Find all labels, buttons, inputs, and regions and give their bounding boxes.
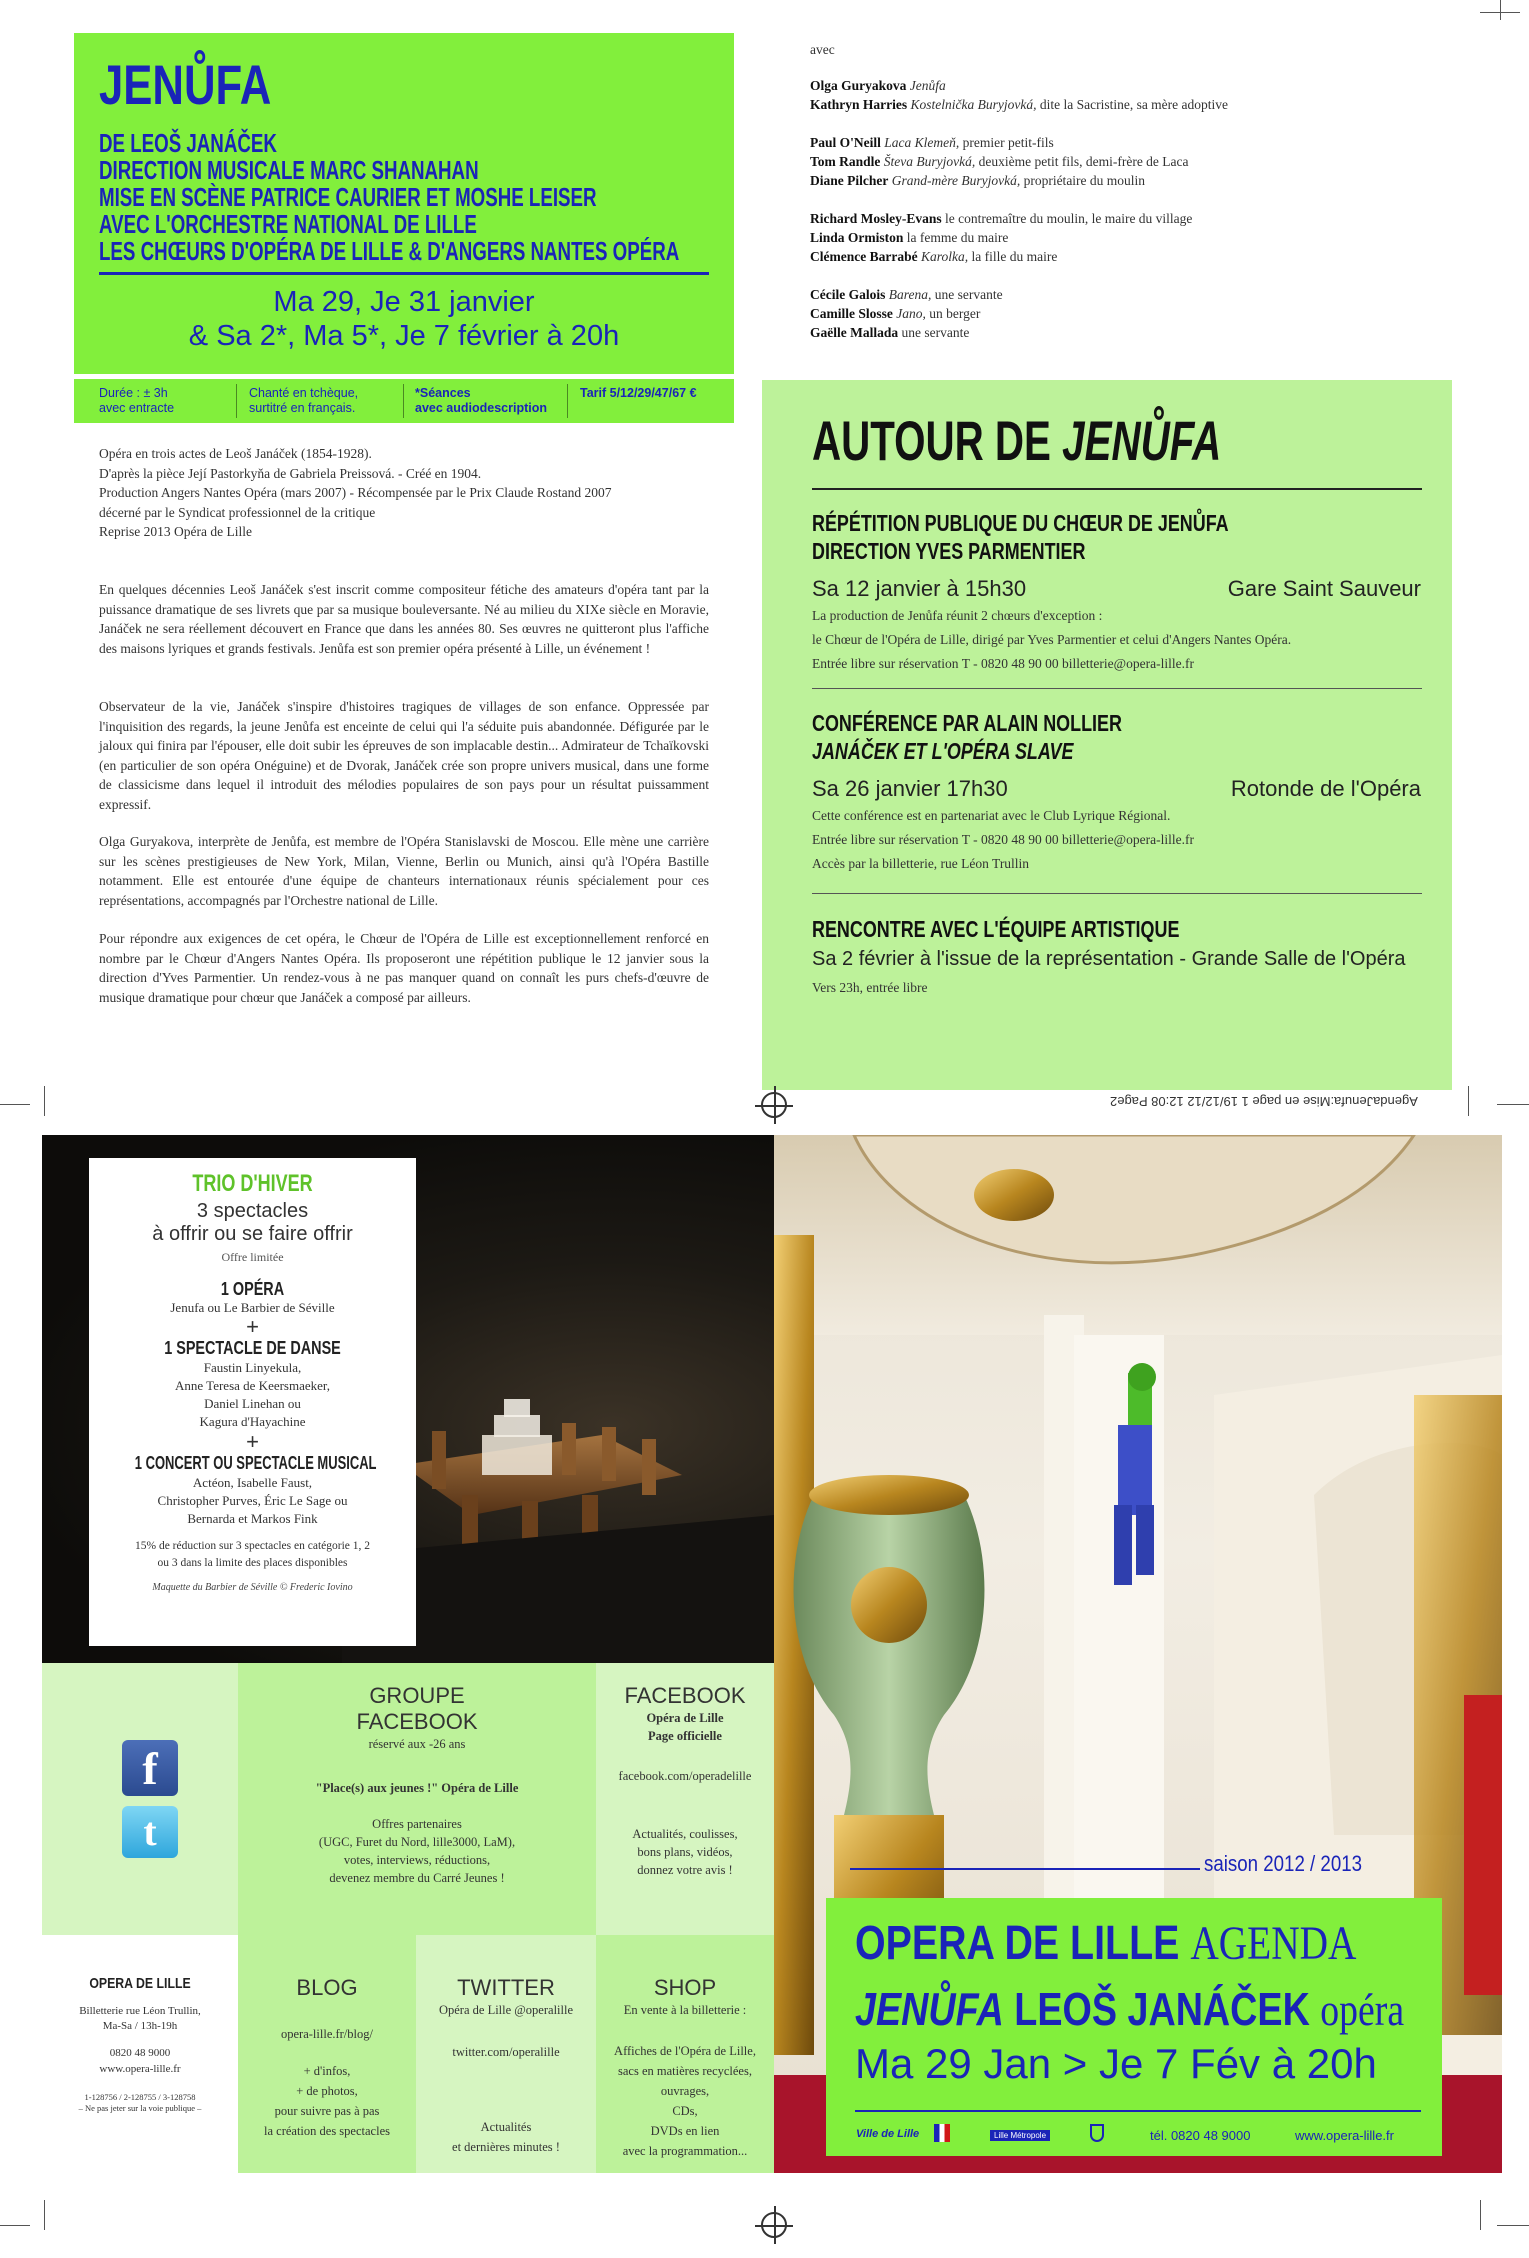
groupe-heading-2: FACEBOOK (356, 1709, 478, 1734)
cover-line2a: JENŮFA (855, 1983, 1004, 2035)
autour-title (812, 408, 1221, 473)
info-chant (249, 386, 358, 416)
paragraph: Olga Guryakova, interprète de Jenůfa, est membre de l'Opéra Stanislavski de Moscou. Elle mène une carrière sur les scènes prestigieuses de New York, Milan, Vienne, Berlin ou Munich, ainsi qu'à l'Opéra Bastille notamment. Elle est entourée d'une équipe de chanteurs internationaux réunis spécialement pour ces représentations, accompagnés par l'Orchestre national de Lille. (99, 834, 709, 908)
opera-licence-line: – Ne pas jeter sur la voie publique – (78, 2103, 202, 2113)
facebook-url[interactable]: facebook.com/operadelille (618, 1769, 752, 1783)
cast-group (810, 133, 1500, 190)
event2-line: Cette conférence est en partenariat avec le Club Lyrique Régional. (812, 808, 1171, 823)
flag-icon (934, 2124, 950, 2142)
twitter-text (416, 2117, 596, 2157)
facebook-line: Actualités, coulisses, (632, 1827, 738, 1841)
info-chant-1: Chanté en tchèque, (249, 386, 359, 400)
crop-mark (1497, 2225, 1529, 2226)
event2-line: Entrée libre sur réservation T - 0820 48 90 00 billetterie@opera-lille.fr (812, 832, 1194, 847)
cover-tel: tél. 0820 48 9000 (1150, 2128, 1251, 2143)
event-rule (812, 893, 1422, 894)
groupe-text (238, 1815, 596, 1887)
slug-line: AgendaJenufa:Mise en page 1 19/12/12 12:08 Page2 (1110, 1094, 1418, 1109)
facebook-sub1: Opéra de Lille (646, 1711, 724, 1725)
shop-cell (596, 1935, 774, 2173)
opera-url[interactable]: www.opera-lille.fr (99, 2063, 181, 2075)
plus-sign: + (246, 1314, 259, 1339)
ville-de-lille-logo: Ville de Lille (856, 2128, 920, 2140)
jenufa-title: JENŮFA (99, 53, 272, 116)
cast-member: Gaëlle Mallada une servante (810, 325, 970, 340)
opera-text (42, 2004, 238, 2034)
twitter-cell (416, 1935, 596, 2173)
event1-line: La production de Jenůfa réunit 2 chœurs d'exception : (812, 608, 1103, 623)
blog-url[interactable]: opera-lille.fr/blog/ (281, 2027, 373, 2041)
shop-text (596, 2041, 774, 2161)
event1-title2: DIRECTION YVES PARMENTIER (812, 538, 1086, 564)
crop-mark (44, 2200, 45, 2230)
blog-line: pour suivre pas à pas (274, 2104, 380, 2118)
cover-line1a: OPERA DE LILLE (855, 1917, 1191, 1970)
trio-sub1: 3 spectacles (196, 1200, 309, 1222)
facebook-icon[interactable]: f (122, 1740, 178, 1796)
shop-line: avec la programmation... (622, 2144, 748, 2158)
cast-group (810, 285, 1500, 342)
info-seances (415, 386, 547, 416)
trio-item2-heading: 1 SPECTACLE DE DANSE (164, 1338, 341, 1358)
twitter-line: Actualités (480, 2120, 532, 2134)
groupe-line: devenez membre du Carré Jeunes ! (329, 1871, 505, 1885)
blog-cell (238, 1935, 416, 2173)
trio-item3-text (89, 1474, 416, 1528)
opera-line: Ma-Sa / 13h-19h (102, 2020, 178, 2032)
twitter-sub: Opéra de Lille @operalille (438, 2003, 574, 2017)
facebook-sub2: Page officielle (648, 1729, 722, 1743)
date-line-1: Ma 29, Je 31 janvier (273, 286, 535, 318)
trio-reduc-line: ou 3 dans la limite des places disponibles (157, 1557, 348, 1569)
facebook-line: bons plans, vidéos, (637, 1845, 733, 1859)
cast-member: Clémence Barrabé Karolka, la fille du maire (810, 249, 1058, 264)
event3-details: Vers 23h, entrée libre (812, 980, 928, 995)
cast-group (810, 209, 1500, 266)
facebook-cell (596, 1663, 774, 1935)
intro-line: Reprise 2013 Opéra de Lille (99, 524, 252, 539)
cover-line3: Ma 29 Jan > Je 7 Fév à 20h (855, 2040, 1377, 2087)
crop-mark (1500, 0, 1501, 20)
crop-mark (1468, 1086, 1469, 1116)
crop-mark (1497, 1104, 1529, 1105)
info-seances-2: avec audiodescription (415, 401, 547, 415)
event1-date: Sa 12 janvier à 15h30 (812, 576, 1027, 601)
info-chant-2: surtitré en français. (249, 401, 356, 415)
trio-line: Anne Teresa de Keersmaeker, (175, 1378, 330, 1393)
shop-line: DVDs en lien (650, 2124, 720, 2138)
credit-line: AVEC L'ORCHESTRE NATIONAL DE LILLE (99, 209, 477, 239)
event1-place: Gare Saint Sauveur (1227, 576, 1421, 601)
credit-line: DIRECTION MUSICALE MARC SHANAHAN (99, 155, 479, 185)
crop-mark (0, 1104, 30, 1105)
opera-tel: 0820 48 9000 (109, 2047, 171, 2059)
cast-avec: avec (810, 42, 835, 57)
trio-item3-heading: 1 CONCERT OU SPECTACLE MUSICAL (134, 1453, 377, 1473)
event3-date: Sa 2 février à l'issue de la représentation - Grande Salle de l'Opéra (812, 948, 1406, 970)
info-divider (567, 384, 568, 418)
twitter-icon[interactable]: t (122, 1806, 178, 1858)
event2-place: Rotonde de l'Opéra (1230, 776, 1421, 801)
intro-line: Opéra en trois actes de Leoš Janáček (1854-1928). (99, 446, 372, 461)
trio-offre: Offre limitée (221, 1250, 284, 1264)
event2-date: Sa 26 janvier 17h30 (812, 776, 1008, 801)
blog-line: la création des spectacles (264, 2124, 390, 2138)
cast-member: Richard Mosley-Evans le contremaître du moulin, le maire du village (810, 211, 1193, 226)
event1-line: le Chœur de l'Opéra de Lille, dirigé par Yves Parmentier et celui d'Angers Nantes Opéra. (812, 632, 1292, 647)
opera-licence (42, 2092, 238, 2114)
shop-heading: SHOP (653, 1975, 717, 2000)
groupe-heading-1: GROUPE (369, 1683, 465, 1708)
paragraph: En quelques décennies Leoš Janáček s'est inscrit comme compositeur fétiche des amateurs d'opéra tant par la puissance dramatique de ses livrets que par sa musique bouleversante. Né au milieu du XIXe siècle en Moravie, Janáček ne sera réellement découvert en France que dans les années 80. Ses œuvres ne quitteront plus l'affiche des maisons lyriques et grands festivals. Jenůfa est son premier opéra présenté à Lille, un événement ! (99, 582, 709, 656)
shop-line: ouvrages, (660, 2084, 710, 2098)
crop-mark (1480, 2200, 1481, 2230)
paragraph: Pour répondre aux exigences de cet opéra, le Chœur de l'Opéra de Lille est exceptionnellement renforcé en nombre par le Chœur d'Angers Nantes Opéra. Ils proposeront une répétition publique le 12 janvier sous la direction d'Yves Parmentier. Un rendez-vous à ne pas manquer quand on connaît les purs chefs-d'œuvre de musique dramatique pour chœur que Janáček a composé par ailleurs. (99, 931, 709, 1005)
trio-reduc-line: 15% de réduction sur 3 spectacles en catégorie 1, 2 (134, 1540, 371, 1552)
cast-group (810, 76, 1500, 114)
opera-heading: OPERA DE LILLE (89, 1975, 191, 1992)
event3-title1: RENCONTRE AVEC L'ÉQUIPE ARTISTIQUE (812, 916, 1180, 942)
cover-line1 (855, 1916, 1356, 1971)
groupe-sub: réservé aux -26 ans (368, 1737, 466, 1751)
cast-member: Paul O'Neill Laca Klemeň, premier petit-fils (810, 135, 1054, 150)
credit-line: LES CHŒURS D'OPÉRA DE LILLE & D'ANGERS NANTES OPÉRA (99, 236, 680, 266)
groupe-quote: "Place(s) aux jeunes !" Opéra de Lille (315, 1781, 519, 1795)
opera-cell (42, 1935, 238, 2173)
cast-member: Olga Guryakova Jenůfa (810, 78, 946, 93)
facebook-line: donnez votre avis ! (637, 1863, 733, 1877)
autour-title-a: AUTOUR DE (812, 409, 1063, 472)
event2-title2: JANÁČEK ET L'OPÉRA SLAVE (812, 738, 1074, 764)
cast-member: Camille Slosse Jano, un berger (810, 306, 981, 321)
autour-title-b: JENŮFA (1062, 409, 1222, 472)
cover-line2 (855, 1982, 1404, 2036)
intro-line: Production Angers Nantes Opéra (mars 2007) - Récompensée par le Prix Claude Rostand 2007 (99, 485, 612, 500)
cast-member: Linda Ormiston la femme du maire (810, 230, 1009, 245)
cover-line2c: opéra (1320, 1984, 1405, 2035)
cover-line2b: LEOŠ JANÁČEK (1003, 1983, 1321, 2035)
intro-line: D'après la pièce Její Pastorkyňa de Gabriela Preissová. - Créé en 1904. (99, 465, 482, 481)
blog-heading: BLOG (296, 1975, 358, 2000)
trio-item1-heading: 1 OPÉRA (220, 1279, 285, 1299)
saison-rule (850, 1868, 1200, 1870)
saison-label: saison 2012 / 2013 (1204, 1851, 1363, 1876)
event-rule (812, 688, 1422, 689)
intro-block (99, 444, 719, 542)
trio-reduc (89, 1538, 416, 1572)
groupe-line: Offres partenaires (372, 1817, 462, 1831)
cast-list (810, 76, 1500, 342)
credit-line: DE LEOŠ JANÁČEK (99, 128, 277, 158)
event2-line: Accès par la billetterie, rue Léon Trullin (812, 856, 1030, 871)
registration-mark (761, 1092, 787, 1118)
info-tarif: Tarif 5/12/29/47/67 € (580, 386, 697, 400)
cast-member: Tom Randle Števa Buryjovká, deuxième petit fils, demi-frère de Laca (810, 154, 1189, 169)
trio-line: Kagura d'Hayachine (199, 1414, 306, 1429)
trio-title: TRIO D'HIVER (192, 1170, 313, 1197)
trio-line: Daniel Linehan ou (204, 1396, 301, 1411)
info-divider (236, 384, 237, 418)
groupe-line: (UGC, Furet du Nord, lille3000, LaM), (318, 1835, 516, 1849)
credits-list (99, 130, 905, 265)
cover-line1b: AGENDA (1190, 1917, 1357, 1970)
blog-text (238, 2061, 416, 2141)
autour-rule (812, 488, 1422, 490)
trio-sub2: à offrir ou se faire offrir (152, 1223, 353, 1245)
blog-line: + de photos, (296, 2084, 358, 2098)
facebook-text (596, 1825, 774, 1879)
cover-url[interactable]: www.opera-lille.fr (1295, 2128, 1394, 2143)
cast-member: Cécile Galois Barena, une servante (810, 287, 1003, 302)
trio-item1-text: Jenufa ou Le Barbier de Séville (170, 1300, 335, 1315)
groupe-facebook-cell (238, 1663, 596, 1935)
paragraph: Observateur de la vie, Janáček s'inspire d'histoires tragiques de villages de son enfance. Oppressée par l'inquisition des regards, la jeune Jenůfa est enceinte de celui qui l'a séduite puis abandonnée. Défigurée par le jaloux qui finira par l'épouser, elle doit subir les épreuves de son implacable destin... Admirateur de Tchaïkovski (en particulier de son opéra Onéguine) et de Dvorak, Janáček crée son propre univers musical, dans une forme de classicisme dans lequel il introduit des mélodies populaires de son pays pour un résultat puissamment expressif. (99, 699, 709, 812)
info-duree (99, 386, 174, 416)
trio-line: Christopher Purves, Éric Le Sage ou (157, 1493, 348, 1508)
cast-member: Kathryn Harries Kostelnička Buryjovká, dite la Sacristine, sa mère adoptive (810, 97, 1229, 112)
trio-line: Actéon, Isabelle Faust, (192, 1475, 313, 1490)
opera-line: Billetterie rue Léon Trullin, (79, 2005, 201, 2017)
facebook-heading: FACEBOOK (624, 1683, 746, 1708)
lille-metropole-logo: Lille Métropole (990, 2130, 1050, 2141)
header-rule (99, 272, 709, 275)
info-duree-2: avec entracte (99, 401, 175, 415)
trio-content (89, 1170, 416, 1593)
trio-line: Faustin Linyekula, (203, 1360, 302, 1375)
intro-line: décerné par le Syndicat professionnel de la critique (99, 504, 376, 520)
cast-member: Diane Pilcher Grand-mère Buryjovká, propriétaire du moulin (810, 173, 1146, 188)
trio-credit: Maquette du Barbier de Séville © Frederic Iovino (152, 1582, 353, 1593)
emblem-icon (1090, 2124, 1104, 2142)
event2-title1: CONFÉRENCE PAR ALAIN NOLLIER (812, 710, 1122, 736)
event1-details (812, 604, 1432, 676)
trio-item2-text (89, 1359, 416, 1431)
twitter-url[interactable]: twitter.com/operalille (452, 2045, 560, 2059)
info-duree-1: Durée : ± 3h (99, 386, 168, 400)
credit-line: MISE EN SCÈNE PATRICE CAURIER ET MOSHE LEISER (99, 182, 597, 212)
shop-line: sacs en matières recyclées, (618, 2064, 752, 2078)
plus-sign: + (246, 1429, 259, 1454)
shop-line: Affiches de l'Opéra de Lille, (614, 2044, 756, 2058)
social-icons-cell (42, 1663, 238, 1935)
twitter-line: et dernières minutes ! (452, 2140, 560, 2154)
shop-line: CDs, (672, 2104, 698, 2118)
info-divider (403, 384, 404, 418)
event2-details (812, 804, 1432, 876)
crop-mark (1480, 12, 1520, 13)
opera-licence-line: 1-128756 / 2-128755 / 3-128758 (84, 2092, 196, 2102)
twitter-heading: TWITTER (457, 1975, 555, 2000)
blog-line: + d'infos, (303, 2064, 351, 2078)
info-seances-1: *Séances (415, 386, 471, 400)
event1-line: Entrée libre sur réservation T - 0820 48 90 00 billetterie@opera-lille.fr (812, 656, 1194, 671)
crop-mark (0, 2225, 30, 2226)
crop-mark (44, 1086, 45, 1116)
cover-rule (855, 2110, 1421, 2112)
groupe-line: votes, interviews, réductions, (343, 1853, 491, 1867)
trio-line: Bernarda et Markos Fink (187, 1511, 318, 1526)
shop-sub: En vente à la billetterie : (623, 2003, 747, 2017)
date-line-2: & Sa 2*, Ma 5*, Je 7 février à 20h (188, 320, 620, 352)
event1-title1: RÉPÉTITION PUBLIQUE DU CHŒUR DE JENŮFA (812, 510, 1229, 536)
registration-mark (761, 2212, 787, 2238)
